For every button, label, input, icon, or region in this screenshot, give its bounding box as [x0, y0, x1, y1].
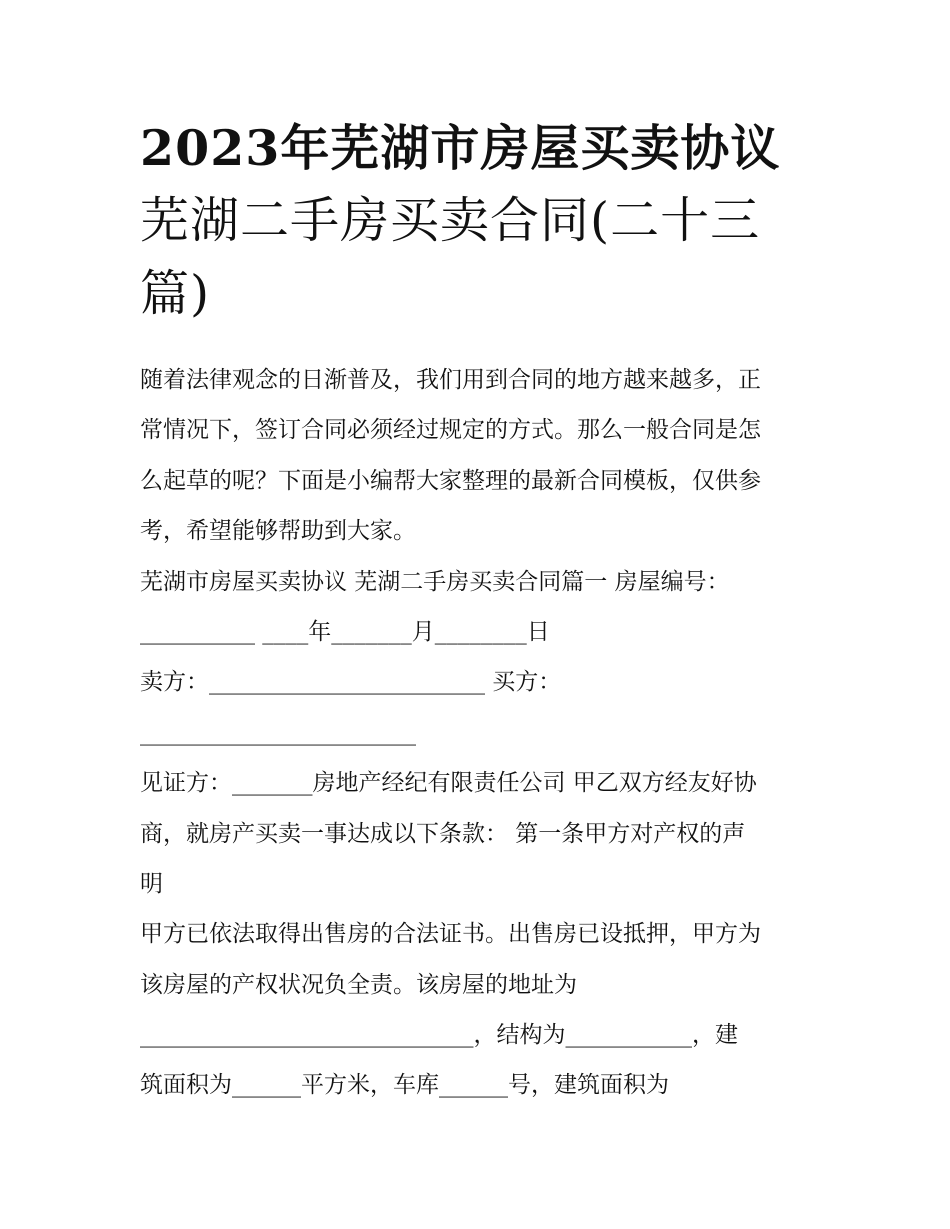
document-title [140, 112, 840, 330]
body-line: 常情况下，签订合同必须经过规定的方式。那么一般合同是怎 [140, 417, 761, 444]
body-line: 见证方：_______房地产经纪有限责任公司 甲乙双方经友好协 [140, 770, 757, 797]
body-line: 明 [140, 870, 163, 897]
body-line: 商，就房产买卖一事达成以下条款： 第一条甲方对产权的声 [140, 820, 746, 847]
buyer-blank-line: ________________________ [140, 719, 416, 746]
body-line: 考，希望能够帮助到大家。 [140, 518, 416, 545]
title-line-2: 芜湖二手房买卖合同(二十三 [140, 192, 761, 249]
body-line: 筑面积为______平方米，车库______号，建筑面积为 [140, 1072, 669, 1099]
title-line-3: 篇) [140, 265, 211, 322]
body-line: 随着法律观念的日渐普及，我们用到合同的地方越来越多，正 [140, 367, 761, 393]
body-line: 甲方已依法取得出售房的合法证书。出售房已设抵押，甲方为 [140, 921, 761, 948]
document-body [140, 355, 820, 1111]
body-line: 么起草的呢？下面是小编帮大家整理的最新合同模板，仅供参 [140, 467, 761, 494]
body-line: _____________________________，结构为___________，建 [140, 1022, 738, 1049]
title-line-1: 2023年芜湖市房屋买卖协议 [140, 119, 781, 177]
seller-buyer-line: 卖方：________________________ 买方： [140, 669, 562, 696]
body-line: 该房屋的产权状况负全责。该房屋的地址为 [140, 971, 577, 998]
date-line: __________ ____年_______月________日 [140, 618, 550, 645]
body-line: 芜湖市房屋买卖协议 芜湖二手房买卖合同篇一 房屋编号： [140, 568, 730, 595]
